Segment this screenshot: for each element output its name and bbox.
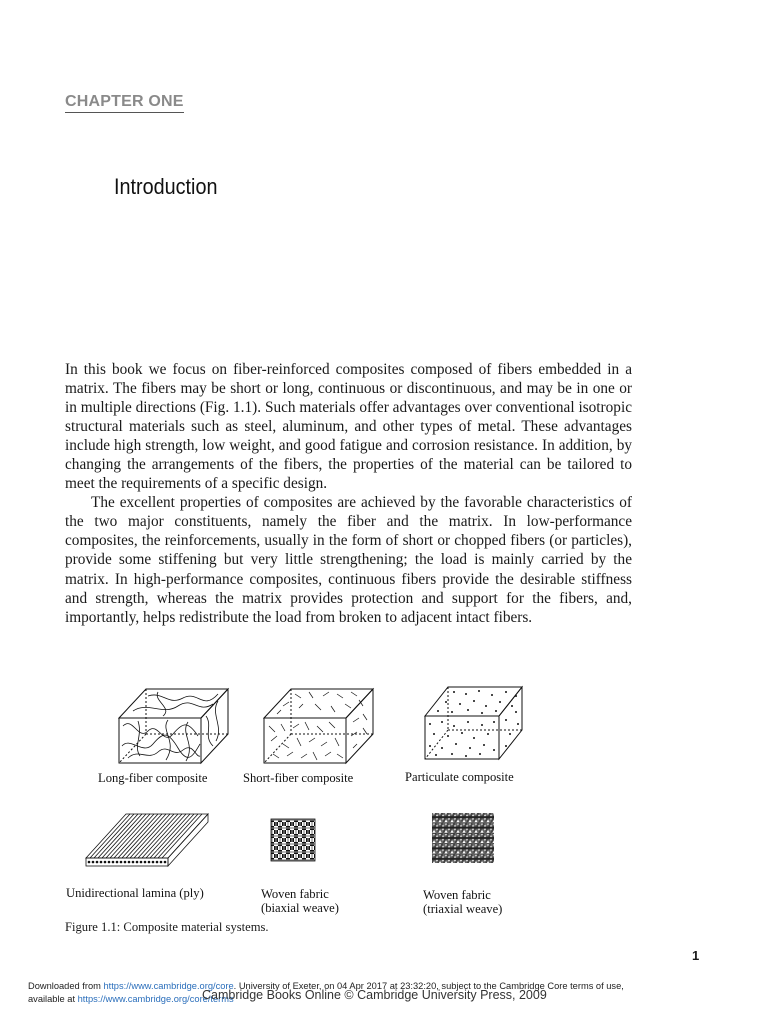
terms-link[interactable]: https://www.cambridge.org/core/terms [77,993,234,1004]
page-number: 1 [692,948,700,963]
unidirectional-lamina-figure [84,812,210,868]
label-triaxial-line2: (triaxial weave) [423,902,503,916]
download-suffix: . University of Exeter, on 04 Apr 2017 at 23:32:20, subject to the Cambridge Core terms of use, [233,981,624,991]
paragraph-2: The excellent properties of composites are achieved by the favorable characteristics of the two major constituents, namely the fiber and the matrix. In low-performance composites, the reinforcements, usually in the form of short or chopped fibers (or particles), provide some stiffening but very little strengthening; the load is mainly carried by the matrix. In high-performance composites, continuous fibers provide the desirable stiffness and strength, whereas the matrix provides protection and support for the fibers, and, importantly, helps redistribute the load from broken to adjacent intact fibers. [65,494,632,626]
body-text [65,360,632,627]
chapter-title: Introduction [114,174,218,199]
paragraph-1: In this book we focus on fiber-reinforced composites composed of fibers embedded in a matrix. The fibers may be short or long, continuous or discontinuous, and may be in one or in multiple directions (Fig. 1.1). Such materials offer advantages over conventional isotropic structural materials such as steel, aluminum, and other types of metal. These advantages include high strength, low weight, and good fatigue and corrosion resistance. In addition, by changing the arrangements of the fibers, the properties of the material can be tailored to meet the requirements of a specific design. [65,361,632,493]
label-biaxial-line2: (biaxial weave) [261,901,339,915]
triaxial-weave-figure [431,812,495,864]
label-long-fiber: Long-fiber composite [98,771,208,785]
biaxial-weave-figure [270,818,316,862]
download-prefix: Downloaded from [28,981,104,991]
label-triaxial-line1: Woven fabric [423,888,491,902]
label-particulate: Particulate composite [405,770,514,784]
short-fiber-composite-figure [263,686,375,766]
core-link[interactable]: https://www.cambridge.org/core [103,981,234,991]
available-prefix: available at [28,993,78,1004]
label-unidirectional: Unidirectional lamina (ply) [66,886,204,900]
copyright-notice: Cambridge Books Online © Cambridge University Press, 2009 [202,988,547,1002]
particulate-composite-figure [424,684,524,762]
label-biaxial-line1: Woven fabric [261,887,329,901]
chapter-label: CHAPTER ONE [65,93,184,113]
figure-caption: Figure 1.1: Composite material systems. [65,920,269,934]
label-short-fiber: Short-fiber composite [243,771,354,785]
long-fiber-composite-figure [118,686,230,766]
